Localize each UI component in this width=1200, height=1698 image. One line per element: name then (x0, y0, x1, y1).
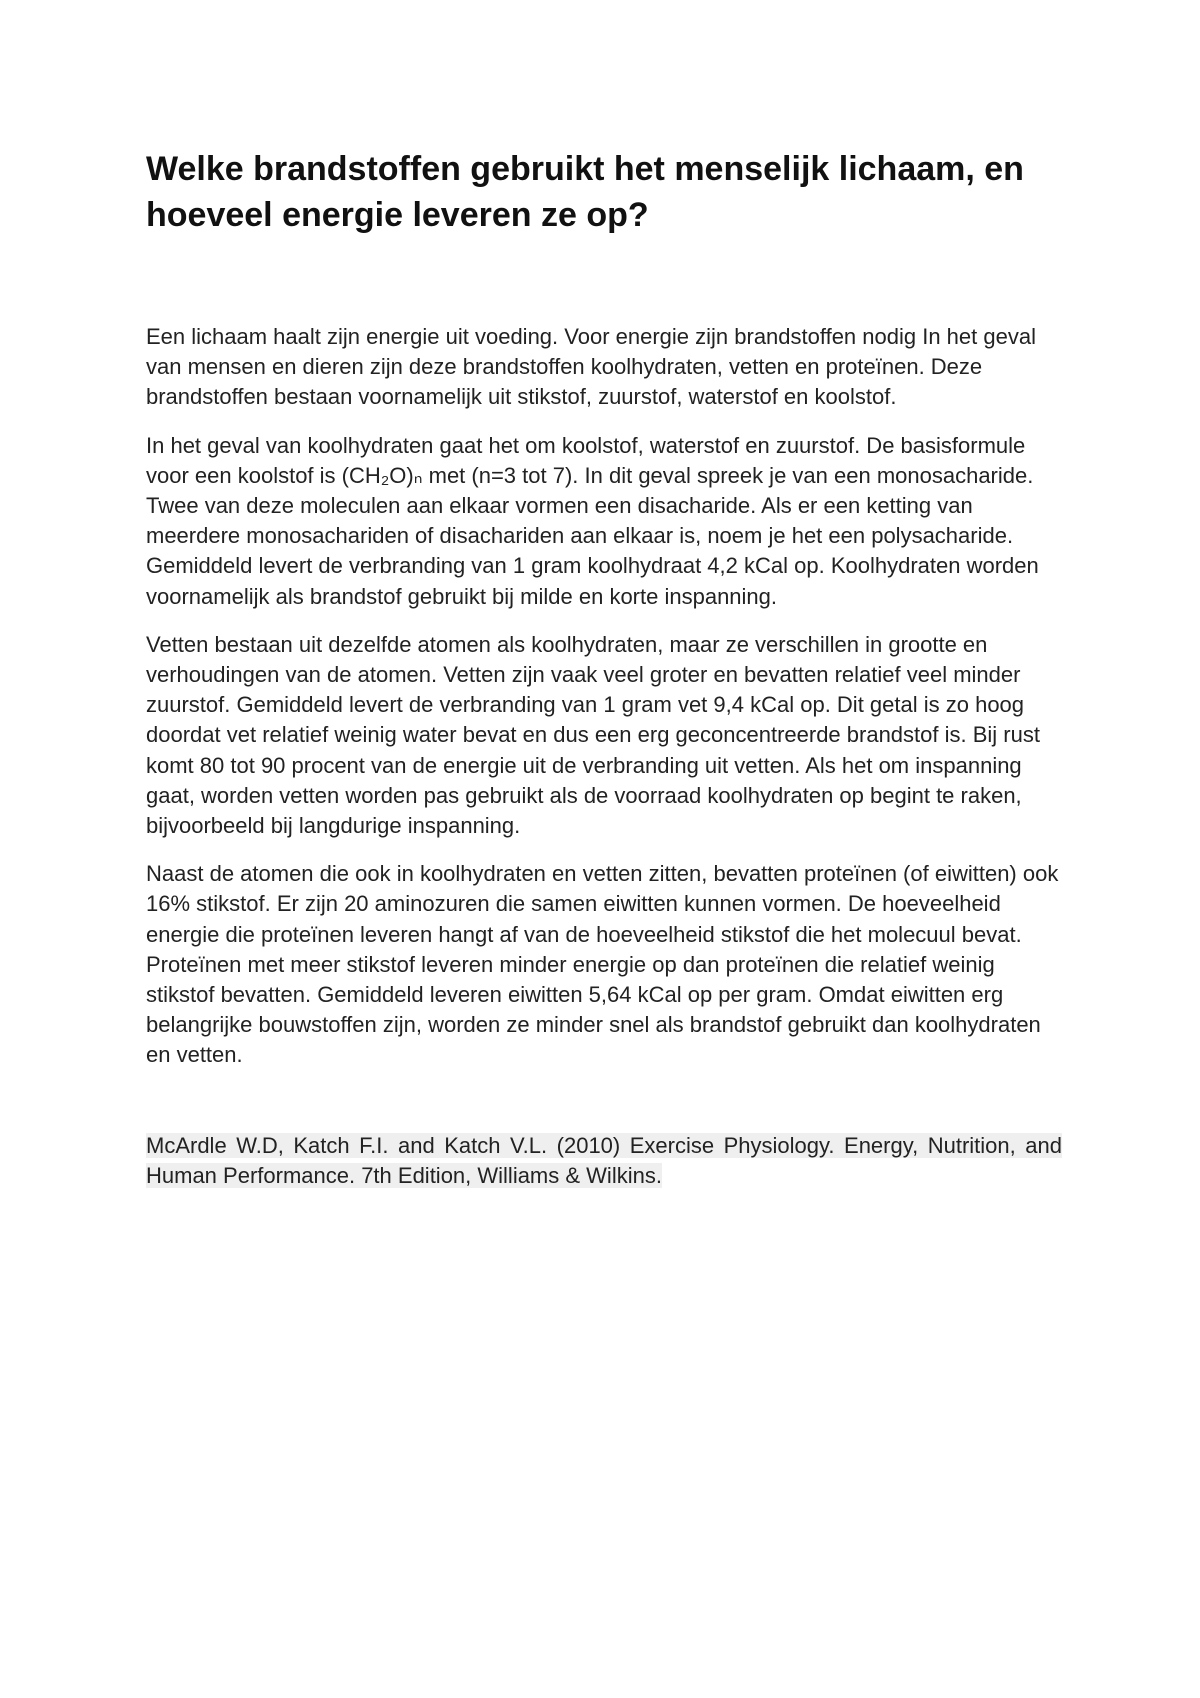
reference-citation (146, 1131, 1062, 1191)
document-title: Welke brandstoffen gebruikt het menselijk lichaam, en hoeveel energie leveren ze op? (146, 150, 1024, 234)
paragraph-proteins: Naast de atomen die ook in koolhydraten en vetten zitten, bevatten proteïnen (of eiwitten) ook 16% stikstof. Er zijn 20 aminozuren die samen eiwitten kunnen vormen. De hoeveelheid energie die proteïnen leveren hangt af van de hoeveelheid stikstof die het molecuul bevat. Proteïnen met meer stikstof leveren minder energie op dan proteïnen die relatief weinig stikstof bevatten. Gemiddeld leveren eiwitten 5,64 kCal op per gram. Omdat eiwitten erg belangrijke bouwstoffen zijn, worden ze minder snel als brandstof gebruikt dan koolhydraten en vetten. (146, 861, 1059, 1068)
paragraph-intro: Een lichaam haalt zijn energie uit voeding. Voor energie zijn brandstoffen nodig In het geval van mensen en dieren zijn deze brandstoffen koolhydraten, vetten en proteïnen. Deze brandstoffen bestaan voornamelijk uit stikstof, zuurstof, waterstof en koolstof. (146, 324, 1036, 410)
paragraph-fats: Vetten bestaan uit dezelfde atomen als koolhydraten, maar ze verschillen in grootte en verhoudingen van de atomen. Vetten zijn vaak veel groter en bevatten relatief veel minder zuurstof. Gemiddeld levert de verbranding van 1 gram vet 9,4 kCal op. Dit getal is zo hoog doordat vet relatief weinig water bevat en dus een erg geconcentreerde brandstof is. Bij rust komt 80 tot 90 procent van de energie uit de verbranding uit vetten. Als het om inspanning gaat, worden vetten worden pas gebruikt als de voorraad koolhydraten op begint te raken, bijvoorbeeld bij langdurige inspanning. (146, 631, 1040, 839)
document-page (146, 146, 1062, 1191)
document-body (146, 322, 1062, 1071)
paragraph-carbohydrates: In het geval van koolhydraten gaat het om koolstof, waterstof en zuurstof. De basisformule voor een koolstof is (CH₂O)ₙ met (n=3 tot 7). In dit geval spreek je van een monosacharide. Twee van deze moleculen aan elkaar vormen een disacharide. Als er een ketting van meerdere monosachariden of disachariden aan elkaar is, noem je het een polysacharide. Gemiddeld levert de verbranding van 1 gram koolhydraat 4,2 kCal op. Koolhydraten worden voornamelijk als brandstof gebruikt bij milde en korte inspanning. (146, 432, 1039, 609)
reference-text: McArdle W.D, Katch F.I. and Katch V.L. (2010) Exercise Physiology. Energy, Nutrition, and Human Performance. 7th Edition, Williams & Wilkins. (146, 1132, 1062, 1188)
